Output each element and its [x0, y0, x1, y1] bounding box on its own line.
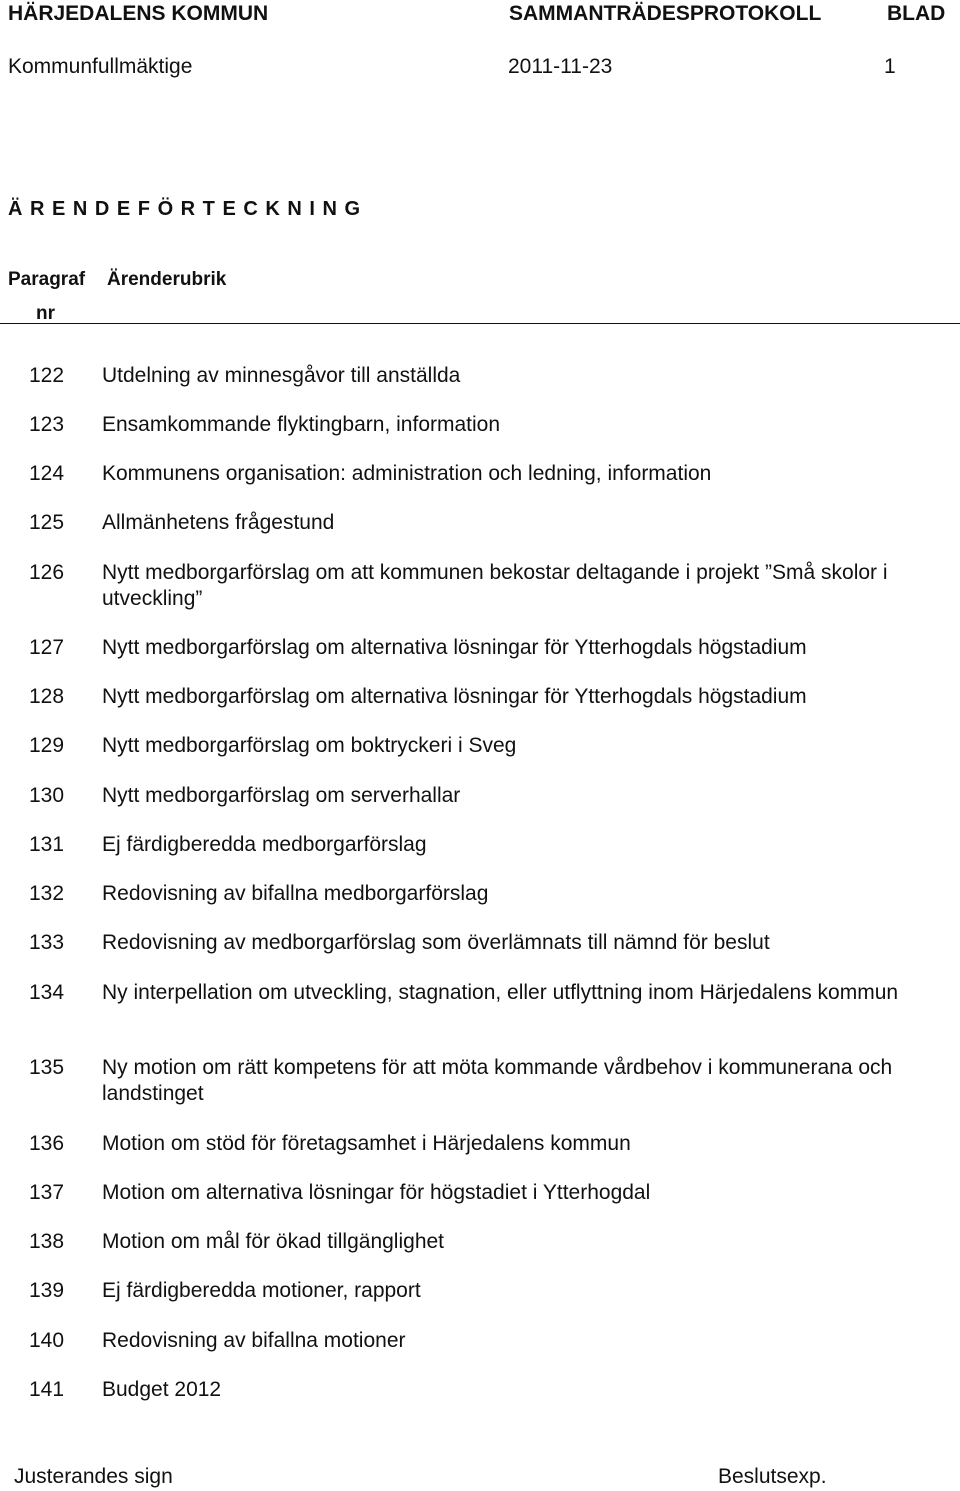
- agenda-item-number: 136: [29, 1132, 65, 1155]
- agenda-item-number: 135: [29, 1056, 65, 1079]
- page-title: Ä R E N D E F Ö R T E C K N I N G: [8, 198, 361, 220]
- agenda-item-number: 137: [29, 1181, 65, 1204]
- agenda-item-text: Allmänhetens frågestund: [102, 511, 335, 534]
- agenda-item-number: 130: [29, 784, 65, 807]
- agenda-item-text: Nytt medborgarförslag om att kommunen bekostar deltagande i projekt ”Små skolor i utveckling”: [102, 561, 888, 610]
- meeting-date: 2011-11-23: [508, 55, 613, 78]
- agenda-item-text: Nytt medborgarförslag om alternativa lösningar för Ytterhogdals högstadium: [102, 636, 807, 659]
- agenda-item-text: Nytt medborgarförslag om alternativa lösningar för Ytterhogdals högstadium: [102, 685, 807, 708]
- agenda-item-number: 126: [29, 561, 65, 584]
- agenda-item-number: 122: [29, 364, 65, 387]
- agenda-item-text: Ej färdigberedda motioner, rapport: [102, 1279, 421, 1302]
- agenda-item-number: 128: [29, 685, 65, 708]
- agenda-item-number: 141: [29, 1378, 65, 1401]
- agenda-item-number: 123: [29, 413, 65, 436]
- agenda-item-number: 133: [29, 931, 65, 954]
- footer-signature-label: Justerandes sign: [14, 1465, 173, 1488]
- agenda-item-text: Ny interpellation om utveckling, stagnation, eller utflyttning inom Härjedalens kommun: [102, 981, 899, 1004]
- agenda-item-number: 125: [29, 511, 65, 534]
- meeting-body: Kommunfullmäktige: [8, 55, 193, 78]
- organization-name: HÄRJEDALENS KOMMUN: [8, 2, 269, 25]
- agenda-item-text: Budget 2012: [102, 1378, 222, 1401]
- agenda-item-text: Kommunens organisation: administration och ledning, information: [102, 462, 712, 485]
- sheet-number: 1: [884, 55, 896, 78]
- agenda-item-text: Nytt medborgarförslag om serverhallar: [102, 784, 461, 807]
- agenda-item-number: 138: [29, 1230, 65, 1253]
- agenda-item-text: Redovisning av bifallna medborgarförslag: [102, 882, 489, 905]
- agenda-item-text: Motion om stöd för företagsamhet i Härjedalens kommun: [102, 1132, 631, 1155]
- agenda-item-text: Redovisning av medborgarförslag som överlämnats till nämnd för beslut: [102, 931, 770, 954]
- agenda-item-text: Ny motion om rätt kompetens för att möta kommande vårdbehov i kommunerana och landstinget: [102, 1056, 893, 1105]
- column-header-paragraph-nr: nr: [36, 303, 55, 324]
- agenda-item-text: Redovisning av bifallna motioner: [102, 1329, 406, 1352]
- agenda-item-number: 134: [29, 981, 65, 1004]
- agenda-item-number: 132: [29, 882, 65, 905]
- agenda-item-number: 139: [29, 1279, 65, 1302]
- agenda-item-text: Motion om alternativa lösningar för högstadiet i Ytterhogdal: [102, 1181, 651, 1204]
- document-type: SAMMANTRÄDESPROTOKOLL: [509, 2, 822, 25]
- footer-dispatch-label: Beslutsexp.: [718, 1465, 827, 1488]
- agenda-item-number: 127: [29, 636, 65, 659]
- sheet-label: BLAD: [887, 2, 946, 25]
- agenda-item-text: Motion om mål för ökad tillgänglighet: [102, 1230, 445, 1253]
- agenda-item-number: 140: [29, 1329, 65, 1352]
- agenda-item-number: 131: [29, 833, 65, 856]
- agenda-item-text: Ej färdigberedda medborgarförslag: [102, 833, 427, 856]
- agenda-item-text: Nytt medborgarförslag om boktryckeri i Sveg: [102, 734, 517, 757]
- column-header-subject: Ärenderubrik: [107, 269, 227, 290]
- column-header-paragraph: Paragraf: [8, 269, 86, 290]
- agenda-item-number: 129: [29, 734, 65, 757]
- agenda-item-number: 124: [29, 462, 65, 485]
- header-divider: [0, 323, 960, 324]
- agenda-item-text: Utdelning av minnesgåvor till anställda: [102, 364, 461, 387]
- agenda-item-text: Ensamkommande flyktingbarn, information: [102, 413, 501, 436]
